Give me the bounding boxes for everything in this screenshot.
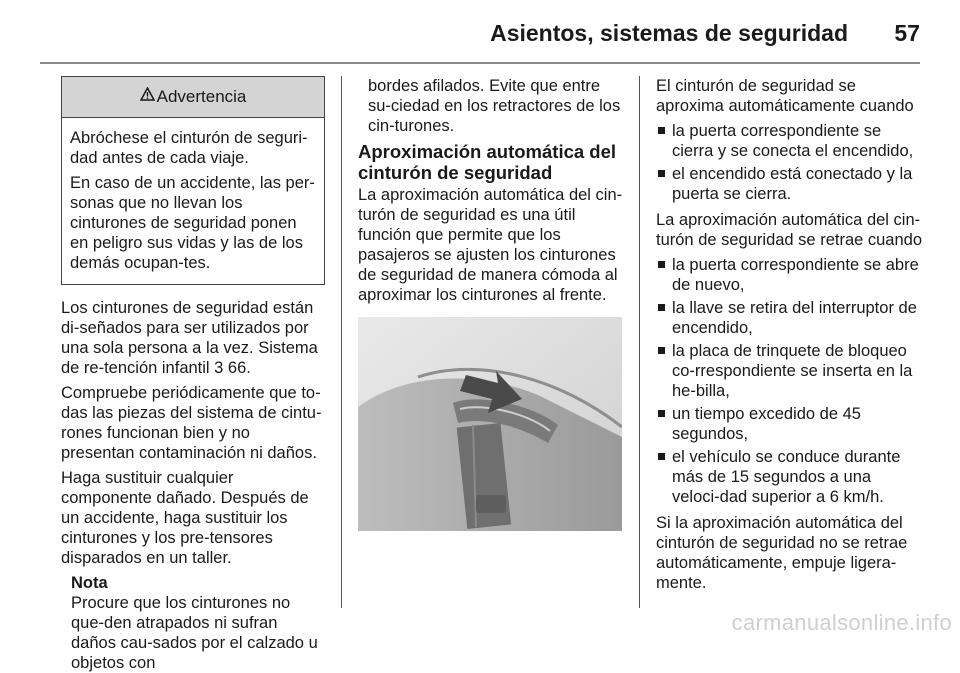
bullet-list — [656, 255, 922, 507]
body-paragraph: Si la aproximación automática del cinturón de seguridad no se retrae automáticamente, empuje ligera-mente. — [656, 514, 908, 592]
seatbelt-guide-illustration — [358, 317, 622, 531]
header-title: Asientos, sistemas de seguridad — [490, 20, 848, 46]
bullet-list — [656, 121, 922, 204]
list-item: el vehículo se conduce durante más de 15 segundos a una veloci-dad superior a 6 km/h. — [656, 447, 922, 507]
list-item: la puerta correspondiente se cierra y se conecta el encendido, — [656, 121, 922, 161]
continuation-paragraph: bordes afilados. Evite que entre su-ciedad en los retractores de los cin-turones. — [368, 77, 621, 135]
column-divider — [639, 76, 640, 608]
note-text: Procure que los cinturones no que-den atrapados ni sufran daños cau-sados por el calzado u objetos con — [71, 594, 318, 672]
left-column — [61, 76, 326, 673]
body-paragraph: La aproximación automática del cin-turón de seguridad se retrae cuando — [656, 211, 923, 249]
list-item: la llave se retira del interruptor de encendido, — [656, 298, 922, 338]
warning-header — [62, 77, 324, 118]
body-paragraph: El cinturón de seguridad se aproxima automáticamente cuando — [656, 77, 914, 115]
body-paragraph: Los cinturones de seguridad están di-señados para ser utilizados por una sola persona a la vez. Sistema de re-tención infantil 3 66. — [61, 299, 318, 377]
section-heading: Aproximación automática del cinturón de seguridad — [358, 141, 617, 183]
middle-column — [358, 76, 624, 531]
note-title: Nota — [71, 574, 108, 592]
header-rule — [40, 62, 920, 64]
body-paragraph: La aproximación automática del cin-turón de seguridad es una útil función que permite que los pasajeros se ajusten los cinturones de seguridad de manera cómoda al aproximar los cinturones al frente. — [358, 186, 623, 304]
warning-paragraph: En caso de un accidente, las per-sonas que no llevan los cinturones de seguridad ponen en peligro sus vidas y las de los demás ocupan-tes. — [70, 174, 315, 272]
warning-triangle-icon — [140, 87, 155, 107]
list-item: la placa de trinquete de bloqueo co-rrespondiente se inserta en la he-billa, — [656, 341, 922, 401]
body-paragraph: Haga sustituir cualquier componente dañado. Después de un accidente, haga sustituir los cinturones y los pre-tensores disparados en un taller. — [61, 469, 309, 567]
list-item: la puerta correspondiente se abre de nuevo, — [656, 255, 922, 295]
warning-title: Advertencia — [156, 87, 247, 106]
note-box — [61, 573, 326, 673]
list-item: un tiempo excedido de 45 segundos, — [656, 404, 922, 444]
watermark: carmanualsonline.info — [731, 610, 952, 635]
page-number: 57 — [894, 20, 920, 46]
body-paragraph: Compruebe periódicamente que to-das las piezas del sistema de cintu-rones funcionan bien y no presentan contaminación ni daños. — [61, 384, 322, 462]
warning-paragraph: Abróchese el cinturón de seguri-dad antes de cada viaje. — [70, 129, 308, 167]
warning-box — [61, 76, 325, 285]
right-column — [656, 76, 922, 598]
list-item: el encendido está conectado y la puerta se cierra. — [656, 164, 922, 204]
column-divider — [341, 76, 342, 608]
warning-body — [62, 118, 324, 284]
page-header — [0, 14, 960, 54]
